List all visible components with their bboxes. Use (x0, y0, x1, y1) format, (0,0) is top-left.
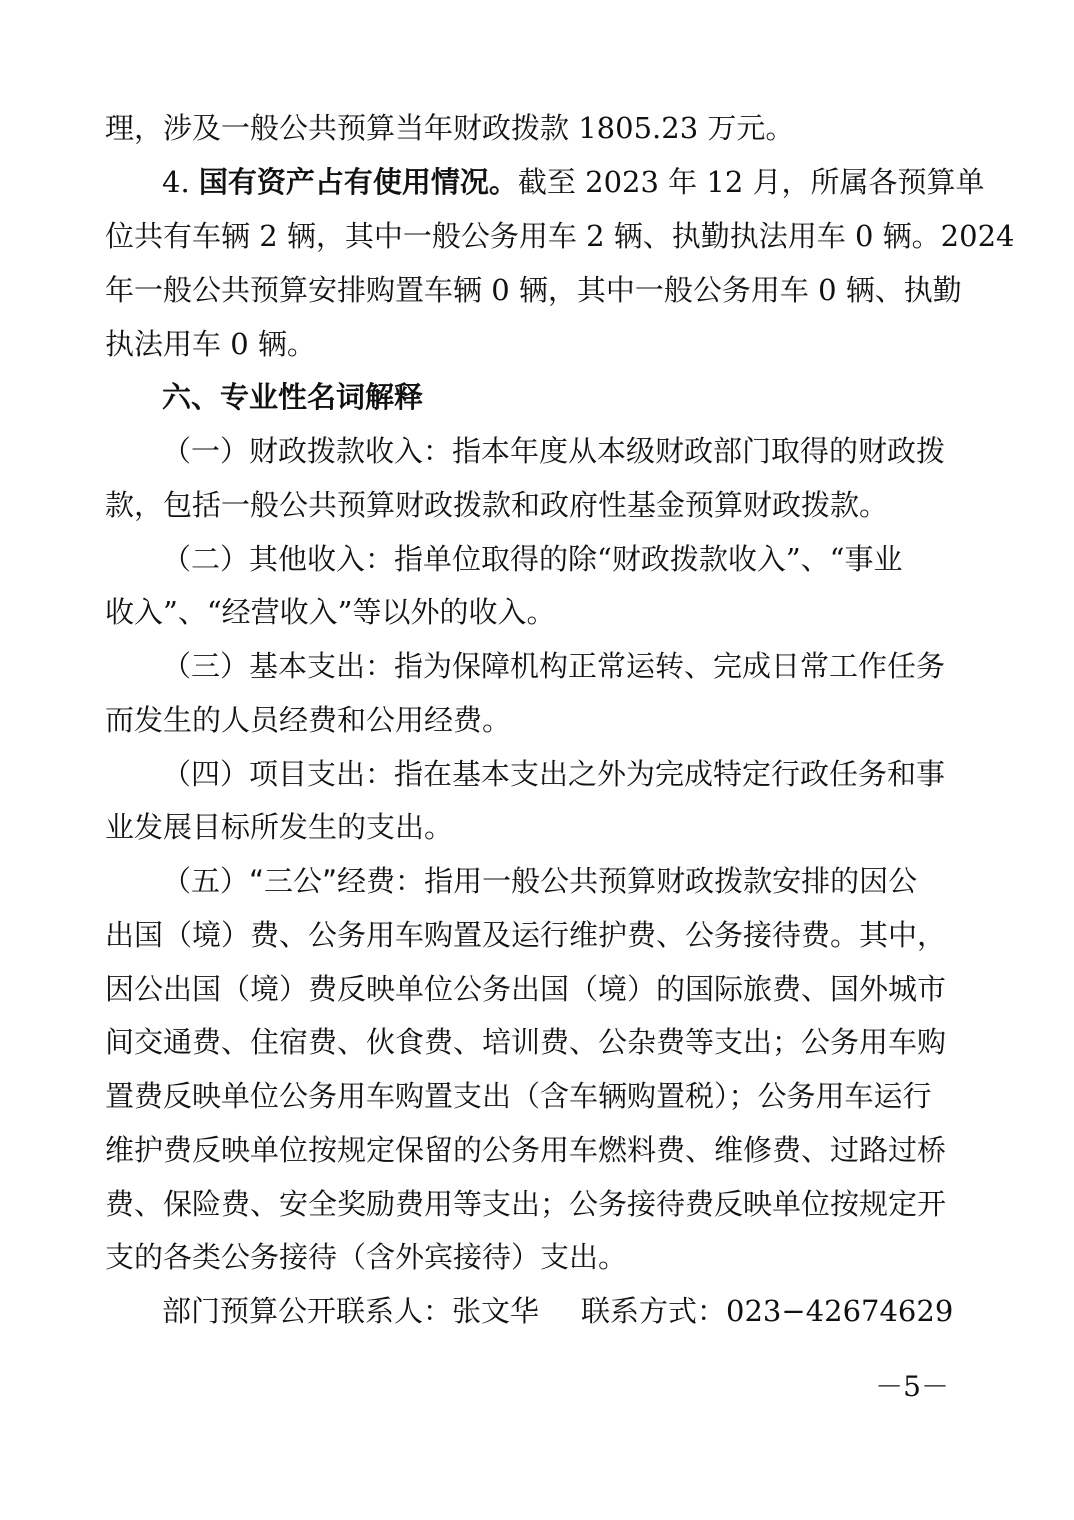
contact-person: 部门预算公开联系人：张文华 (162, 1294, 540, 1328)
asset-paragraph-line: 4. 国有资产占有使用情况。截至 2023 年 12 月，所属各预算单 (162, 165, 985, 199)
contact-line (162, 1294, 1074, 1328)
paragraph-line: 支的各类公务接待（含外宾接待）支出。 (105, 1240, 628, 1274)
paragraph-line: 款，包括一般公共预算财政拨款和政府性基金预算财政拨款。 (105, 488, 889, 522)
paragraph-line: 而发生的人员经费和公用经费。 (105, 703, 512, 737)
term-label: （五）“三公”经费： (162, 864, 425, 898)
paragraph-line: 收入”、“经营收入”等以外的收入。 (105, 595, 556, 629)
asset-heading: 国有资产占有使用情况。 (198, 165, 518, 199)
page-number: －5－ (875, 1370, 949, 1403)
paragraph-line: 维护费反映单位按规定保留的公务用车燃料费、维修费、过路过桥 (105, 1133, 947, 1167)
section-heading: 六、专业性名词解释 (162, 380, 424, 414)
paragraph-line: 间交通费、住宿费、伙食费、培训费、公杂费等支出；公务用车购 (105, 1025, 947, 1059)
paragraph-line: 出国（境）费、公务用车购置及运行维护费、公务接待费。其中， (105, 918, 947, 952)
paragraph-line: 费、保险费、安全奖励费用等支出；公务接待费反映单位按规定开 (105, 1187, 947, 1221)
term-label: （三）基本支出： (162, 649, 395, 683)
term-label: （一）财政拨款收入： (162, 434, 453, 468)
paragraph-line: 执法用车 0 辆。 (105, 327, 316, 361)
term-line: （五）“三公”经费：指用一般公共预算财政拨款安排的因公 (162, 864, 918, 898)
item-number: 4. (162, 165, 190, 199)
paragraph-line: 理，涉及一般公共预算当年财政拨款 1805.23 万元。 (105, 111, 795, 145)
term-label: （二）其他收入： (162, 542, 395, 576)
paragraph-line: 年一般公共预算安排购置车辆 0 辆，其中一般公务用车 0 辆、执勤 (105, 273, 962, 307)
term-line: （二）其他收入：指单位取得的除“财政拨款收入”、“事业 (162, 542, 903, 576)
term-line: （四）项目支出：指在基本支出之外为完成特定行政任务和事 (162, 757, 946, 791)
paragraph-line: 业发展目标所发生的支出。 (105, 810, 454, 844)
paragraph-line: 因公出国（境）费反映单位公务出国（境）的国际旅费、国外城市 (105, 972, 947, 1006)
term-line: （一）财政拨款收入：指本年度从本级财政部门取得的财政拨 (162, 434, 946, 468)
term-line: （三）基本支出：指为保障机构正常运转、完成日常工作任务 (162, 649, 946, 683)
paragraph-line: 置费反映单位公务用车购置支出（含车辆购置税）；公务用车运行 (105, 1079, 932, 1113)
paragraph-line: 位共有车辆 2 辆，其中一般公务用车 2 辆、执勤执法用车 0 辆。2024 (105, 219, 1015, 253)
term-label: （四）项目支出： (162, 757, 395, 791)
contact-phone: 联系方式：023−42674629 (581, 1294, 954, 1328)
